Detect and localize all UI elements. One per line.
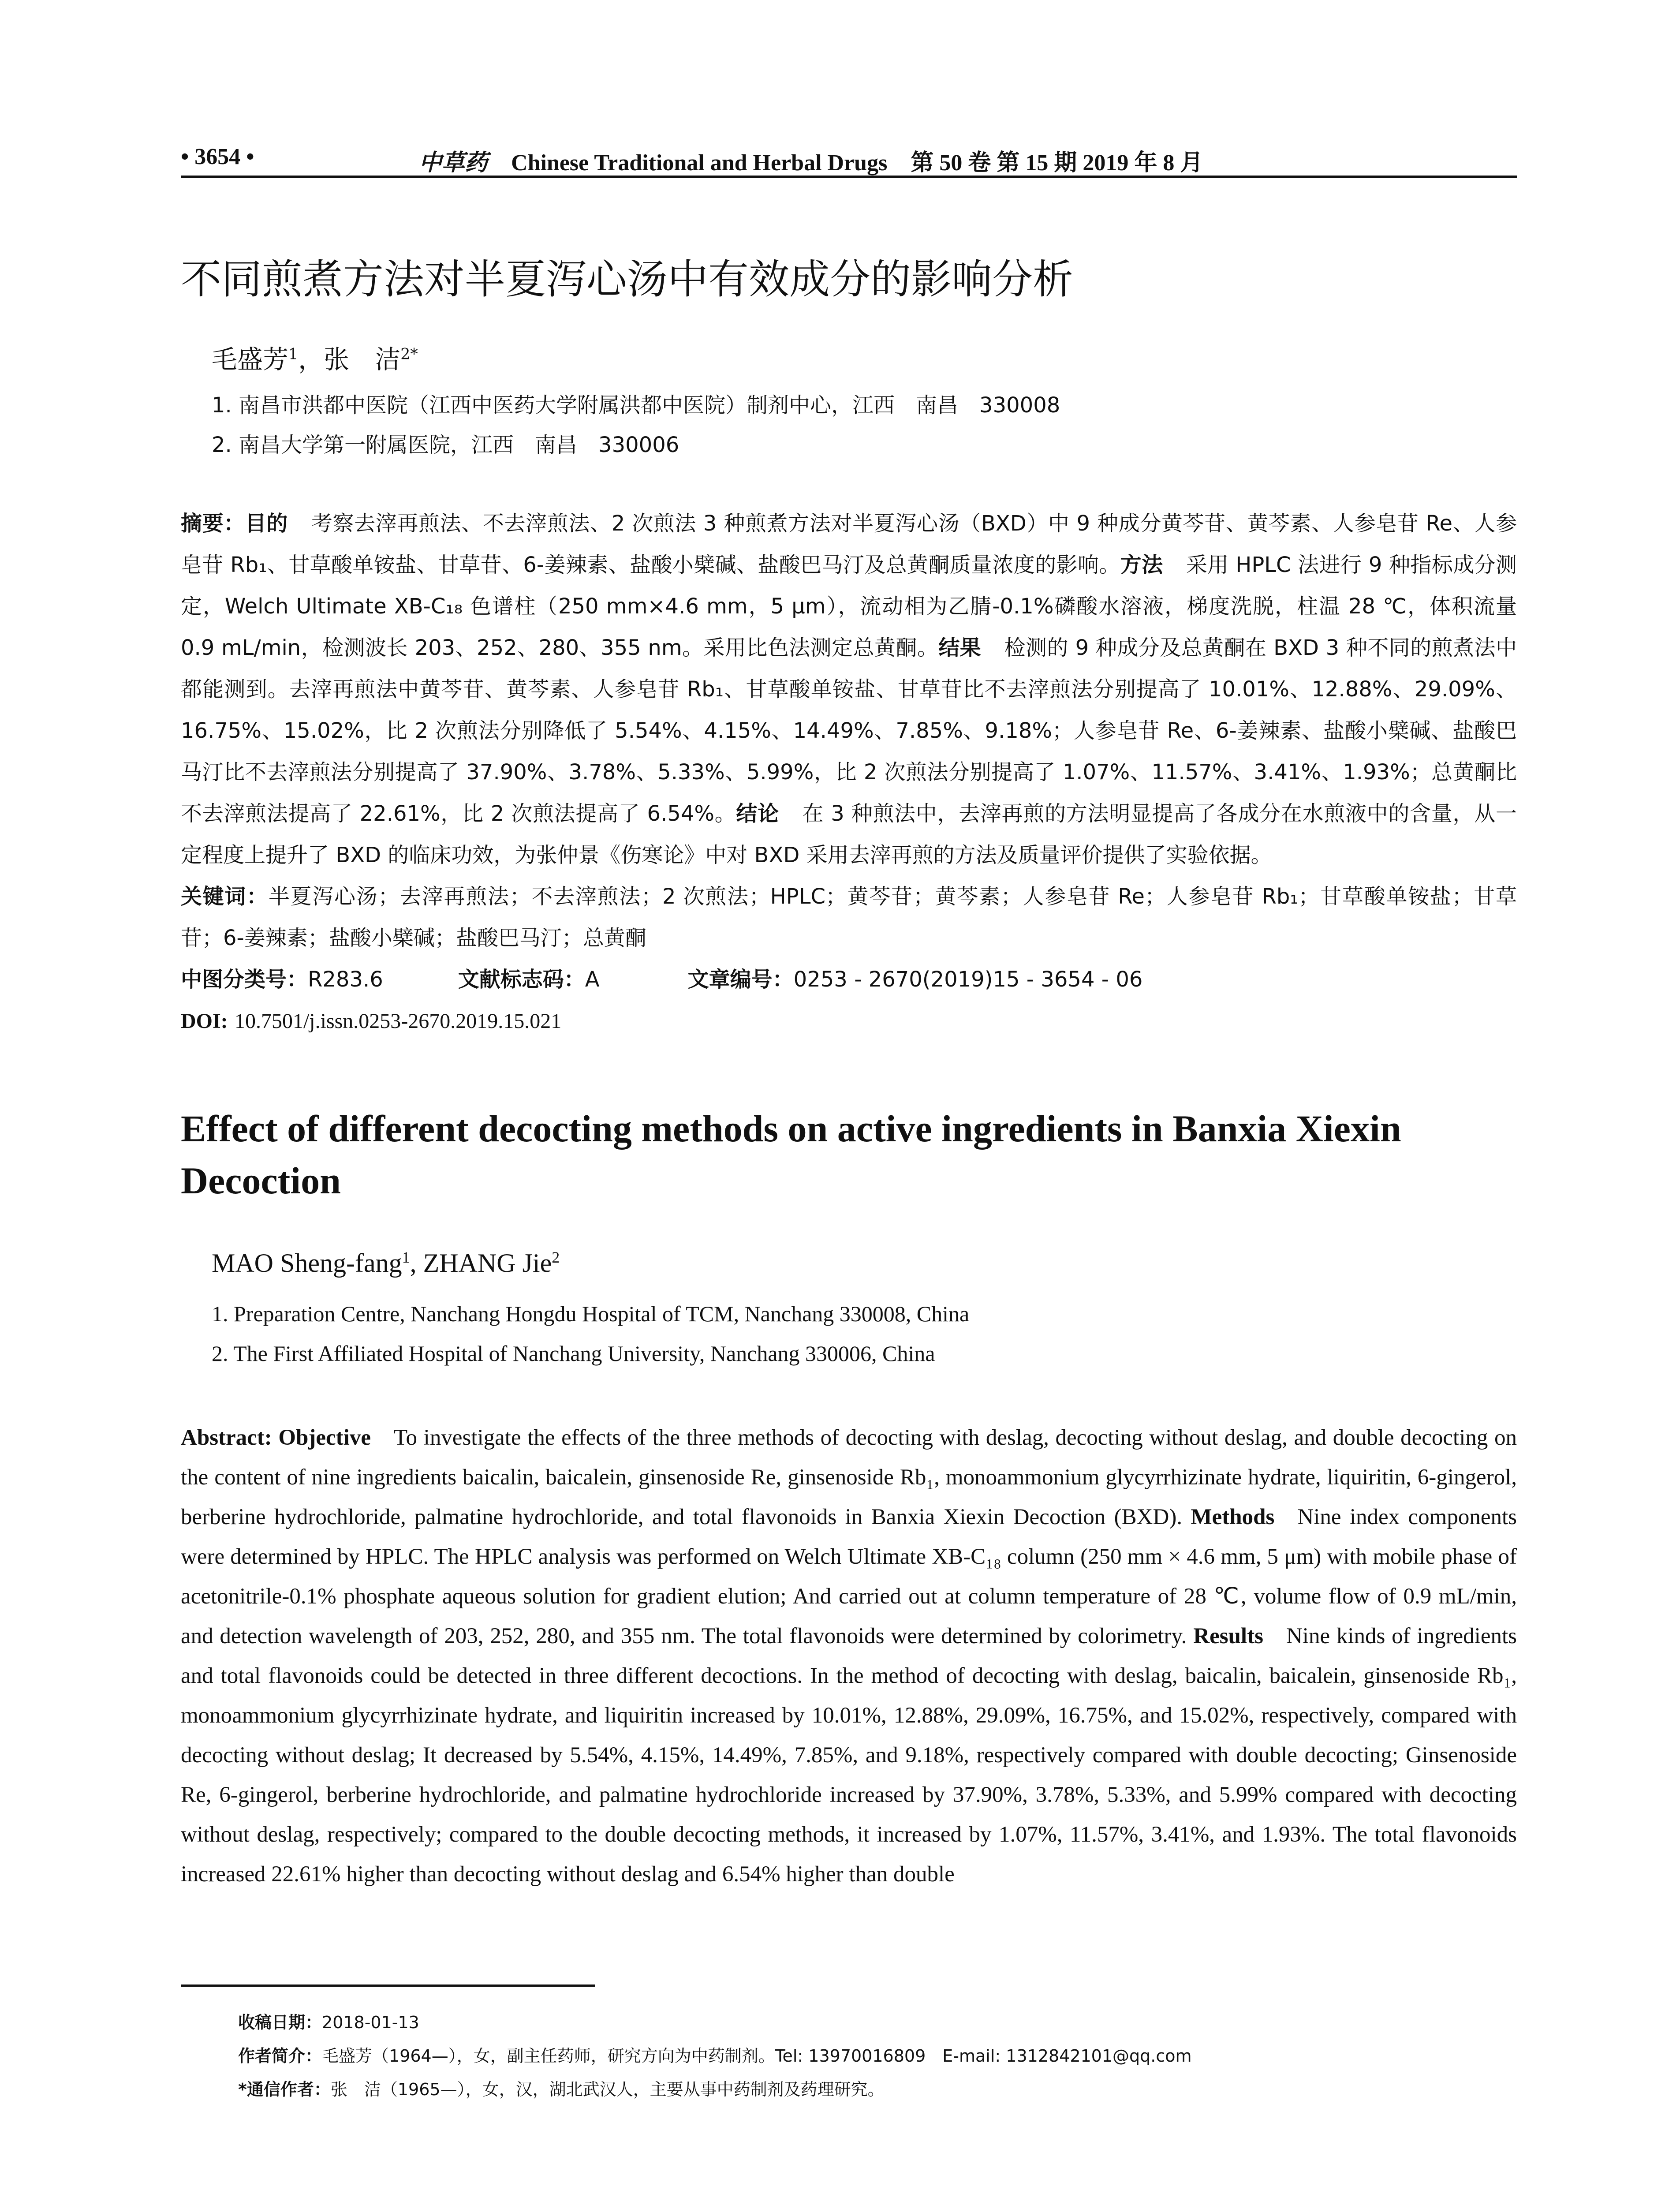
clc-label: 中图分类号： xyxy=(181,967,308,992)
footnote-corresponding xyxy=(238,2073,1517,2106)
objective-label: 目的 xyxy=(245,511,288,536)
methods-en-label: Methods xyxy=(1191,1505,1275,1529)
title-en: Effect of different decocting methods on active ingredients in Banxia Xiexin Decoction xyxy=(181,1107,1401,1202)
keywords-cn xyxy=(181,876,1517,959)
conclusion-text: 在 3 种煎法中，去滓再煎的方法明显提高了各成分在水煎液中的含量，从一定程度上提升了 BXD 的临床功效，为张仲景《伤寒论》中对 BXD 采用去滓再煎的方法及质量评价提供了实验依据。 xyxy=(181,801,1517,867)
doc-code-label: 文献标志码： xyxy=(458,967,585,992)
results-en-label: Results xyxy=(1193,1624,1263,1648)
author-affil-mark: 2 xyxy=(552,1248,560,1266)
objective-en-text: To investigate the effects of the three methods of decocting with deslag, decocting without deslag, and double decocting on the content of nine ingredients baicalin, baicalein, ginsenoside Re, ginsenoside Rb₁, monoammonium glycyrrhizinate hydrate, liquiritin, 6-gingerol, berberine hydrochloride, palmatine hydrochloride, and total flavonoids in Banxia Xiexin Decoction (BXD). xyxy=(181,1425,1517,1529)
journal-line xyxy=(419,144,1203,177)
doi-line xyxy=(181,1000,1517,1042)
corr-label: *通信作者： xyxy=(238,2080,331,2099)
footnote-divider xyxy=(181,1984,595,1987)
methods-en-text: Nine index components were determined by HPLC. The HPLC analysis was performed on Welch Ultimate XB-C₁₈ column (250 mm × 4.6 mm, 5 μm) with mobile phase of acetonitrile-0.1% phosphate aqueous solution for gradient elution; And carried out at column temperature of 28 ℃, volume flow of 0.9 mL/min, and detection wavelength of 203, 252, 280, and 355 nm. The total flavonoids were determined by colorimetry. xyxy=(181,1505,1517,1648)
affiliation-cn-2: 2. 南昌大学第一附属医院，江西 南昌 330006 xyxy=(212,433,679,457)
author-affil-mark: 1 xyxy=(402,1248,410,1266)
author-name: 毛盛芳 xyxy=(212,344,289,374)
objective-text: 考察去滓再煎法、不去滓煎法、2 次煎法 3 种煎煮方法对半夏泻心汤（BXD）中 9 种成分黄芩苷、黄芩素、人参皂苷 Re、人参皂苷 Rb₁、甘草酸单铵盐、甘草苷、6-姜辣素、盐酸小檗碱、盐酸巴马汀及总黄酮质量浓度的影响。 xyxy=(181,511,1517,577)
abstract-en-label: Abstract: xyxy=(181,1425,272,1450)
authors-en xyxy=(212,1248,560,1278)
title-cn: 不同煎煮方法对半夏泻心汤中有效成分的影响分析 xyxy=(181,256,1074,303)
clc-value: R283.6 xyxy=(308,967,383,992)
conclusion-label: 结论 xyxy=(736,801,779,826)
results-label: 结果 xyxy=(938,635,982,660)
received-value: 2018-01-13 xyxy=(322,2013,419,2032)
objective-en-label: Objective xyxy=(278,1425,371,1450)
author-affil-mark: 2* xyxy=(400,345,418,363)
methods-label: 方法 xyxy=(1120,553,1163,577)
journal-name-en: Chinese Traditional and Herbal Drugs xyxy=(511,150,888,176)
keywords-text: 半夏泻心汤；去滓再煎法；不去滓煎法；2 次煎法；HPLC；黄芩苷；黄芩素；人参皂苷 Re；人参皂苷 Rb₁；甘草酸单铵盐；甘草苷；6-姜辣素；盐酸小檗碱；盐酸巴马汀；总黄酮 xyxy=(181,884,1517,950)
abstract-en xyxy=(181,1418,1517,1894)
article-no-value: 0253 - 2670(2019)15 - 3654 - 06 xyxy=(793,967,1143,992)
author-name: ZHANG Jie xyxy=(423,1248,552,1278)
footnote-received xyxy=(238,2006,1517,2039)
affiliation-en-1: 1. Preparation Centre, Nanchang Hongdu Hospital of TCM, Nanchang 330008, China xyxy=(212,1301,970,1326)
article-no-label: 文章编号： xyxy=(687,967,794,992)
author-affil-mark: 1 xyxy=(288,345,299,363)
methods-text: 采用 HPLC 法进行 9 种指标成分测定，Welch Ultimate XB-C₁₈ 色谱柱（250 mm×4.6 mm，5 μm），流动相为乙腈-0.1%磷酸水溶液，梯度洗脱，柱温 28 ℃，体积流量 0.9 mL/min，检测波长 203、252、280、355 nm。采用比色法测定总黄酮。 xyxy=(181,553,1517,660)
issue-info: 第 50 卷 第 15 期 2019 年 8 月 xyxy=(911,150,1203,176)
page-number: • 3654 • xyxy=(181,144,254,169)
received-label: 收稿日期： xyxy=(238,2013,322,2032)
author-name: 张 洁 xyxy=(324,344,401,374)
corr-value: 张 洁（1965—），女，汉，湖北武汉人，主要从事中药制剂及药理研究。 xyxy=(330,2080,885,2099)
bio-value: 毛盛芳（1964—），女，副主任药师，研究方向为中药制剂。Tel: 13970016809 E-mail: 1312842101@qq.com xyxy=(322,2046,1192,2066)
affiliation-cn-1: 1. 南昌市洪都中医院（江西中医药大学附属洪都中医院）制剂中心，江西 南昌 330008 xyxy=(212,393,1060,418)
author-name: MAO Sheng-fang xyxy=(212,1248,402,1278)
affiliation-en-2: 2. The First Affiliated Hospital of Nanchang University, Nanchang 330006, China xyxy=(212,1341,935,1366)
abstract-label: 摘要： xyxy=(181,511,245,536)
author-separator: ， xyxy=(298,344,324,374)
results-en-text: Nine kinds of ingredients and total flavonoids could be detected in three different decoctions. In the method of decocting with deslag, baicalin, baicalein, ginsenoside Rb₁, monoammonium glycyrrhizinate hydrate, and liquiritin increased by 10.01%, 12.88%, 29.09%, 16.75%, and 15.02%, respectively, compared with decocting without deslag; It decreased by 5.54%, 4.15%, 14.49%, 7.85%, and 9.18%, respectively compared with double decocting; Ginsenoside Re, 6-gingerol, berberine hydrochloride, and palmatine hydrochloride increased by 37.90%, 3.78%, 5.33%, and 5.99% compared with decocting without deslag, respectively; compared to the double decocting methods, it increased by 1.07%, 11.57%, 3.41%, and 1.93%. The total flavonoids increased 22.61% higher than decocting without deslag and 6.54% higher than double xyxy=(181,1624,1517,1887)
results-text: 检测的 9 种成分及总黄酮在 BXD 3 种不同的煎煮法中都能测到。去滓再煎法中黄芩苷、黄芩素、人参皂苷 Rb₁、甘草酸单铵盐、甘草苷比不去滓煎法分别提高了 10.01%、12.88%、29.09%、16.75%、15.02%，比 2 次煎法分别降低了 5.54%、4.15%、14.49%、7.85%、9.18%；人参皂苷 Re、6-姜辣素、盐酸小檗碱、盐酸巴马汀比不去滓煎法分别提高了 37.90%、3.78%、5.33%、5.99%，比 2 次煎法分别提高了 1.07%、11.57%、3.41%、1.93%；总黄酮比不去滓煎法提高了 22.61%，比 2 次煎法提高了 6.54%。 xyxy=(181,635,1517,826)
bio-label: 作者简介： xyxy=(238,2046,322,2066)
abstract-cn-body xyxy=(181,503,1517,876)
abstract-cn xyxy=(181,503,1517,1042)
journal-name-cn: 中草药 xyxy=(419,150,488,176)
authors-cn xyxy=(212,339,418,376)
doc-code-value: A xyxy=(585,967,600,992)
footnotes xyxy=(238,2006,1517,2106)
keywords-label: 关键词： xyxy=(181,884,269,909)
running-header xyxy=(181,140,1517,178)
doi-label: DOI: xyxy=(181,1009,228,1033)
author-separator: , xyxy=(410,1248,423,1278)
footnote-author-bio xyxy=(238,2039,1517,2073)
classification-line xyxy=(181,959,1517,1000)
doi-value: 10.7501/j.issn.0253-2670.2019.15.021 xyxy=(234,1009,562,1033)
